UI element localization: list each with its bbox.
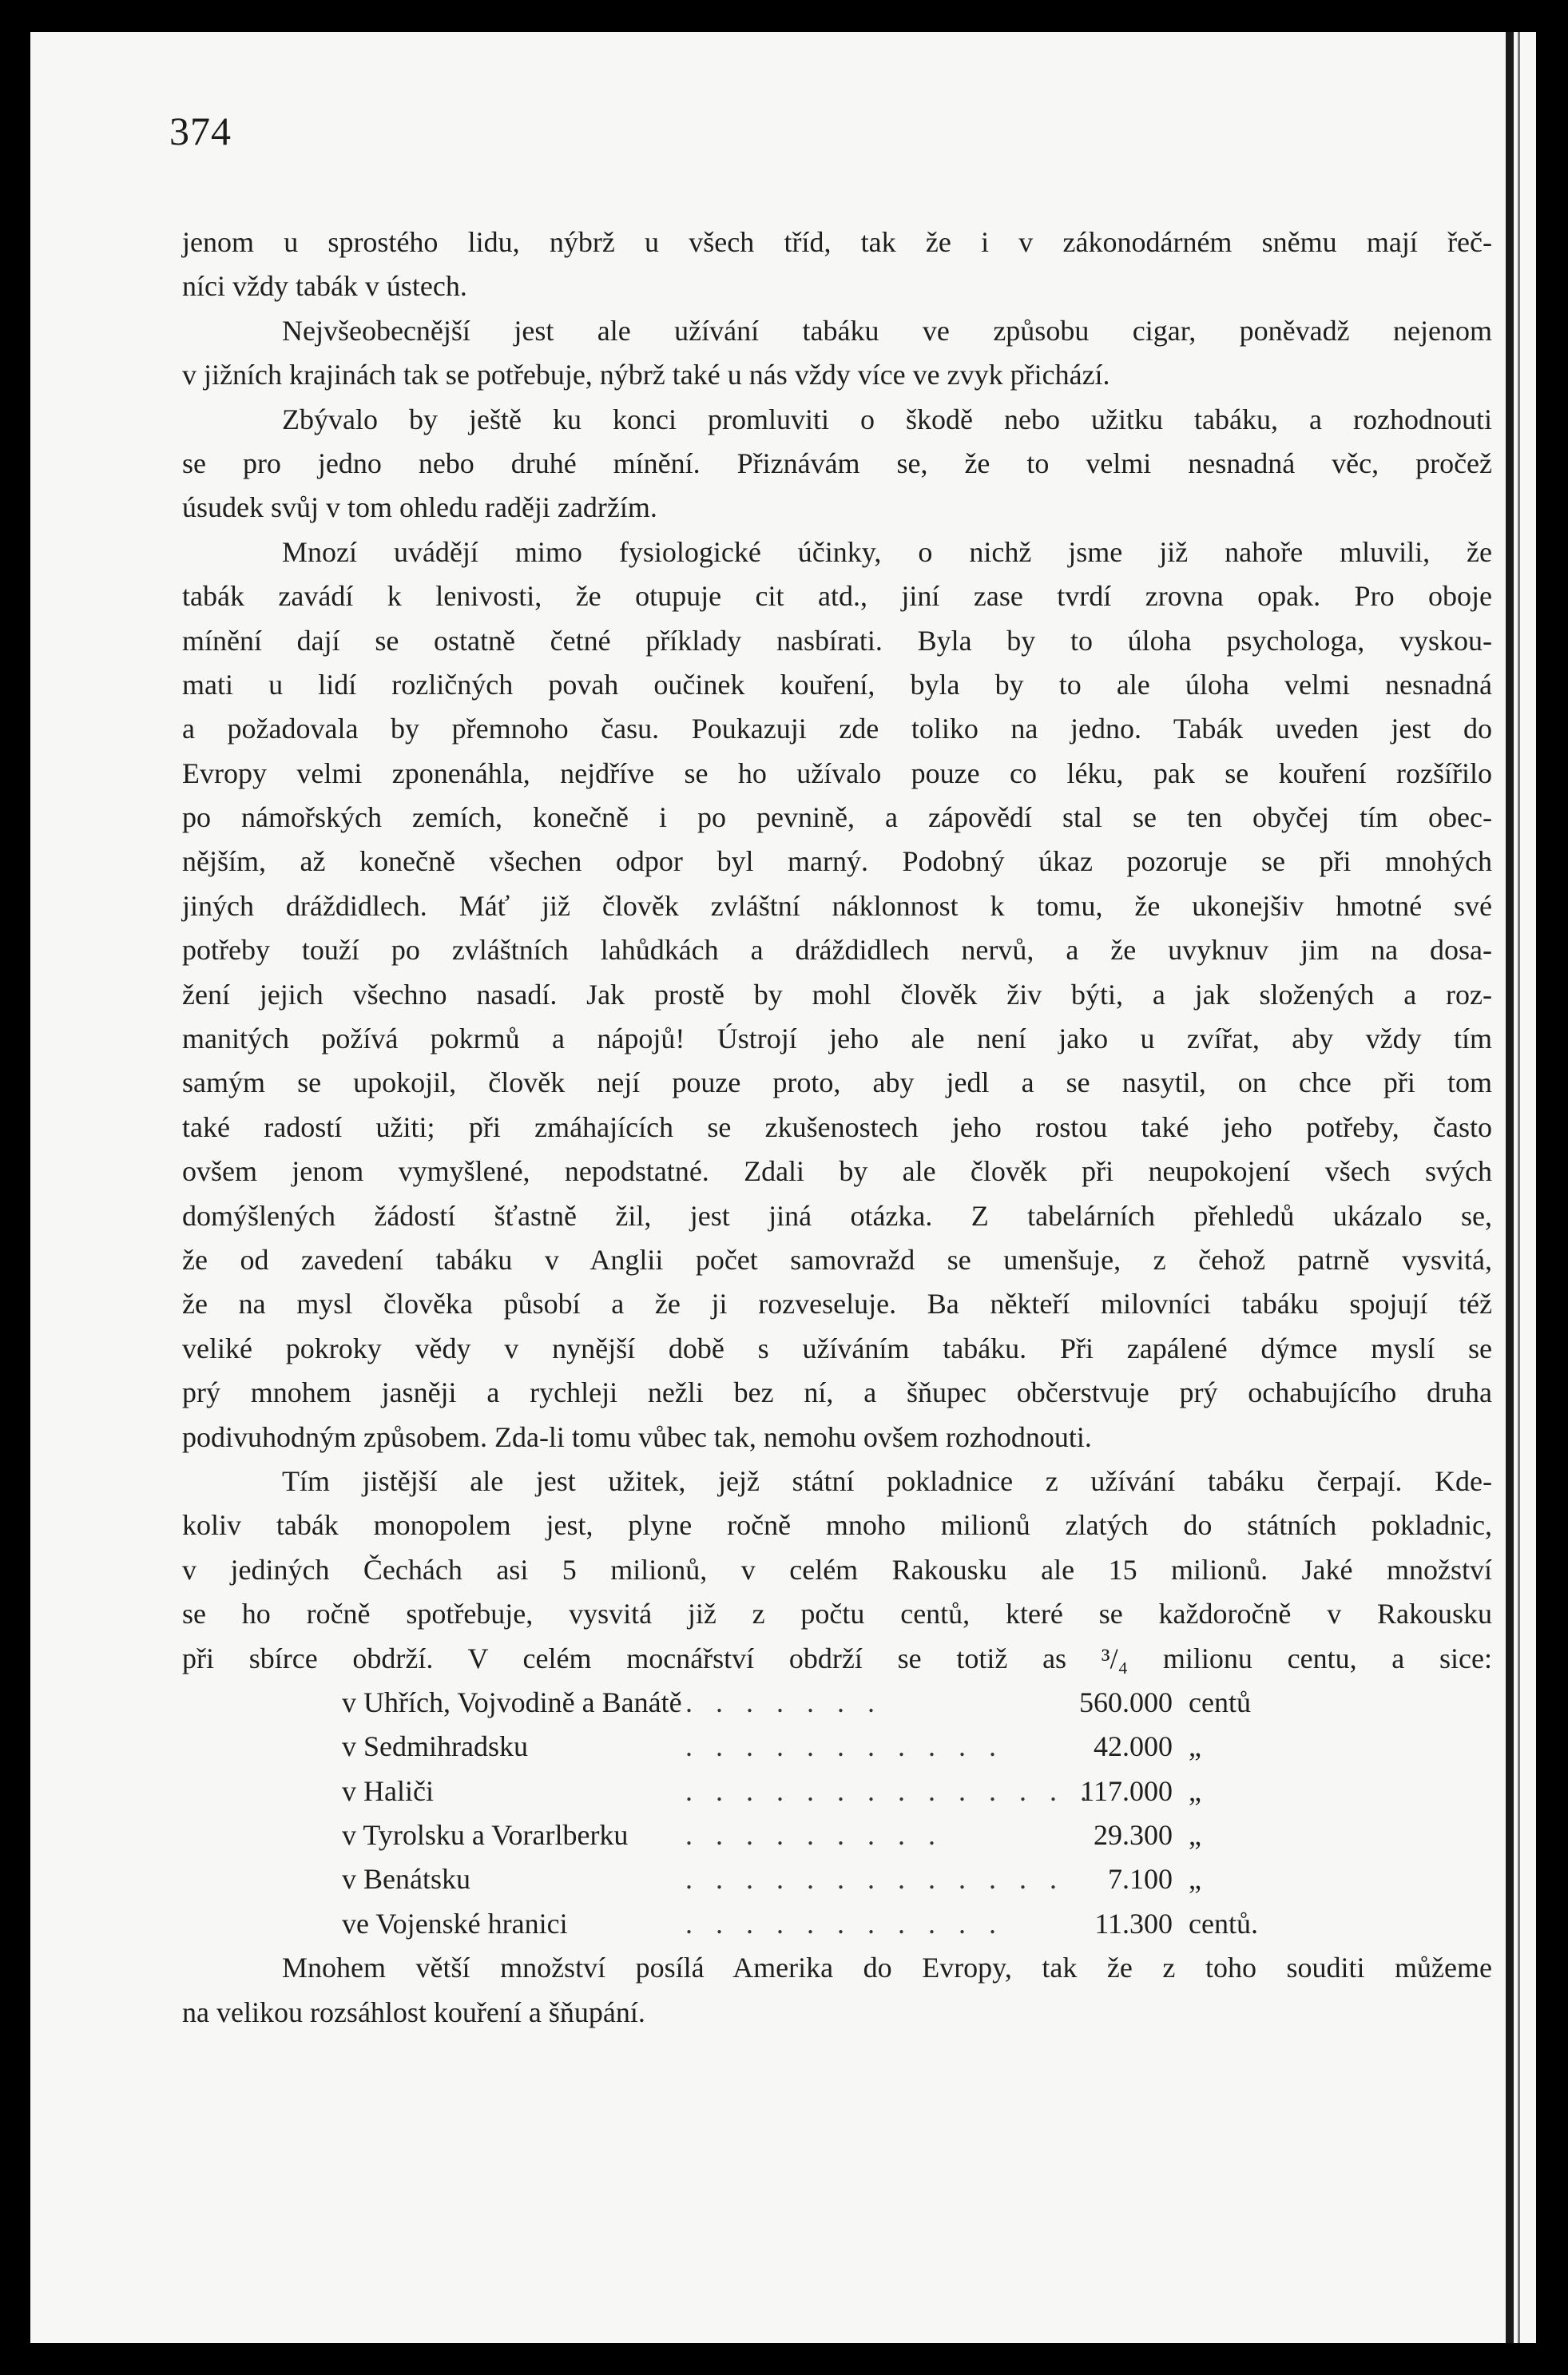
text-line: na velikou rozsáhlost kouření a šňupání. bbox=[182, 1996, 645, 2028]
region-name: ve Vojenské hranici bbox=[342, 1907, 568, 1940]
text-line: Zbývalo by ještě ku konci promluviti o škodě nebo užitku tabáku, a rozhodnouti bbox=[282, 403, 1492, 435]
text-line: samým se upokojil, člověk nejí pouze proto, aby jedl a se nasytil, on chce při tom bbox=[182, 1066, 1492, 1099]
text-line: potřeby touží po zvláštních lahůdkách a dráždidlech nervů, a že uvyknuv jim na dosa- bbox=[182, 934, 1492, 967]
region-name: v Haliči bbox=[342, 1774, 434, 1807]
unit: centů bbox=[1189, 1686, 1251, 1718]
text-line: že od zavedení tabáku v Anglii počet samovražd se umenšuje, z čehož patrně vysvitá, bbox=[182, 1243, 1492, 1276]
consumption-table bbox=[182, 1681, 1492, 1946]
text-line: také radostí užiti; při zmáhajících se zkušenostech jeho rostou také jeho potřeby, často bbox=[182, 1110, 1492, 1143]
text-line: mínění dají se ostatně četné příklady nasbírati. Byla by to úloha psychologa, vyskou- bbox=[182, 624, 1492, 657]
book-page bbox=[30, 32, 1536, 2343]
text-line: prý mnohem jasněji a rychleji nežli bez ní, a šňupec občerstvuje prý ochabujícího druha bbox=[182, 1376, 1492, 1409]
text-line: že na mysl člověka působí a že ji rozveseluje. Ba někteří milovníci tabáku spojují též bbox=[182, 1288, 1492, 1321]
leader-dots: . . . . . . . . . bbox=[685, 1819, 943, 1852]
unit: „ bbox=[1189, 1863, 1201, 1896]
text-line: mati u lidí rozličných povah oučinek kouření, byla by to ale úloha velmi nesnadná bbox=[182, 668, 1492, 701]
text-line: v jižních krajinách tak se potřebuje, nýbrž také u nás vždy více ve zvyk přichází. bbox=[182, 359, 1110, 391]
leader-dots: . . . . . . . . . . . bbox=[685, 1730, 1004, 1763]
text-line: níci vždy tabák v ústech. bbox=[182, 270, 467, 303]
amount: 560.000 bbox=[1079, 1686, 1173, 1718]
text-line: tabák zavádí k lenivosti, že otupuje cit atd., jiní zase tvrdí zrovna opak. Pro oboje bbox=[182, 580, 1492, 613]
table-row bbox=[342, 1725, 1492, 1769]
text-line: Nejvšeobecnější jest ale užívání tabáku ve způsobu cigar, poněvadž nejenom bbox=[282, 314, 1492, 347]
leader-dots: . . . . . . . . . . . bbox=[685, 1907, 1004, 1940]
leader-dots: . . . . . . . bbox=[685, 1686, 883, 1718]
text-line: podivuhodným způsobem. Zda-li tomu vůbec tak, nemohu ovšem rozhodnouti. bbox=[182, 1420, 1092, 1453]
text-line: po námořských zemích, konečně i po pevnině, a zápovědí stal se ten obyčej tím obec- bbox=[182, 801, 1492, 834]
leader-dots: . . . . . . . . . . . . . . bbox=[685, 1774, 1095, 1807]
page-number: 374 bbox=[169, 109, 232, 153]
table-row bbox=[342, 1681, 1492, 1725]
table-row bbox=[342, 1857, 1492, 1901]
text-line: manitých požívá pokrmů a nápojů! Ústrojí jeho ale není jako u zvířat, aby vždy tím bbox=[182, 1023, 1492, 1055]
text-line: Evropy velmi zponenáhla, nejdříve se ho užívalo pouze co léku, pak se kouření rozšířilo bbox=[182, 757, 1492, 789]
leader-dots: . . . . . . . . . . . . . bbox=[685, 1863, 1065, 1896]
text-line: se pro jedno nebo druhé mínění. Přiznávám se, že to velmi nesnadná věc, pročež bbox=[182, 447, 1492, 479]
text-line: Mnohem větší množství posílá Amerika do Evropy, tak že z toho souditi můžeme bbox=[282, 1952, 1492, 1984]
table-row bbox=[342, 1813, 1492, 1857]
amount: 11.300 bbox=[1094, 1907, 1173, 1940]
page-edge-rule bbox=[1506, 32, 1514, 2343]
region-name: v Tyrolsku a Vorarlberku bbox=[342, 1819, 629, 1852]
unit: „ bbox=[1189, 1730, 1201, 1763]
text-line: Mnozí uvádějí mimo fysiologické účinky, o nichž jsme již nahoře mluvili, že bbox=[282, 535, 1492, 568]
text-line: Tím jistější ale jest užitek, jejž státní pokladnice z užívání tabáku čerpají. Kde- bbox=[282, 1464, 1492, 1497]
text-line: jiných dráždidlech. Máť již člověk zvláštní náklonnost k tomu, že ukonejšiv hmotné své bbox=[182, 889, 1492, 922]
text-line: žení jejich všechno nasadí. Jak prostě by mohl člověk živ býti, a jak složených a roz- bbox=[182, 978, 1492, 1011]
text-line: veliké pokroky vědy v nynější době s užíváním tabáku. Při zapálené dýmce myslí se bbox=[182, 1332, 1492, 1364]
unit: „ bbox=[1189, 1819, 1201, 1852]
text-line: se ho ročně spotřebuje, vysvitá již z počtu centů, které se každoročně v Rakousku bbox=[182, 1598, 1492, 1630]
table-row bbox=[342, 1769, 1492, 1813]
region-name: v Sedmihradsku bbox=[342, 1730, 528, 1763]
amount: 7.100 bbox=[1108, 1863, 1173, 1896]
unit: centů. bbox=[1189, 1907, 1258, 1940]
amount: 117.000 bbox=[1080, 1774, 1173, 1807]
text-line: úsudek svůj v tom ohledu raději zadržím. bbox=[182, 491, 657, 524]
text-line: a požadovala by přemnoho času. Poukazuji zde toliko na jedno. Tabák uveden jest do bbox=[182, 713, 1492, 745]
body-text bbox=[182, 220, 1492, 2035]
amount: 42.000 bbox=[1094, 1730, 1173, 1763]
amount: 29.300 bbox=[1094, 1819, 1173, 1852]
unit: „ bbox=[1189, 1774, 1201, 1807]
text-line: ovšem jenom vymyšlené, nepodstatné. Zdali by ale člověk při neupokojení všech svých bbox=[182, 1155, 1492, 1188]
region-name: v Uhřích, Vojvodině a Banátě bbox=[342, 1686, 682, 1718]
text-line: při sbírce obdrží. V celém mocnářství obdrží se totiž as ³/₄ milionu centu, a sice: bbox=[182, 1642, 1492, 1674]
text-line: nějším, až konečně všechen odpor byl marný. Podobný úkaz pozoruje se při mnohých bbox=[182, 845, 1492, 878]
text-line: v jediných Čechách asi 5 milionů, v celém Rakousku ale 15 milionů. Jaké množství bbox=[182, 1553, 1492, 1586]
text-line: jenom u sprostého lidu, nýbrž u všech tříd, tak že i v zákonodárném sněmu mají řeč- bbox=[182, 226, 1492, 258]
text-line: domýšlených žádostí šťastně žil, jest jiná otázka. Z tabelárních přehledů ukázalo se, bbox=[182, 1199, 1492, 1232]
text-line: koliv tabák monopolem jest, plyne ročně mnoho milionů zlatých do státních pokladnic, bbox=[182, 1509, 1492, 1542]
table-row bbox=[342, 1902, 1492, 1946]
region-name: v Benátsku bbox=[342, 1863, 470, 1896]
page-edge-rule-thin bbox=[1518, 32, 1520, 2343]
